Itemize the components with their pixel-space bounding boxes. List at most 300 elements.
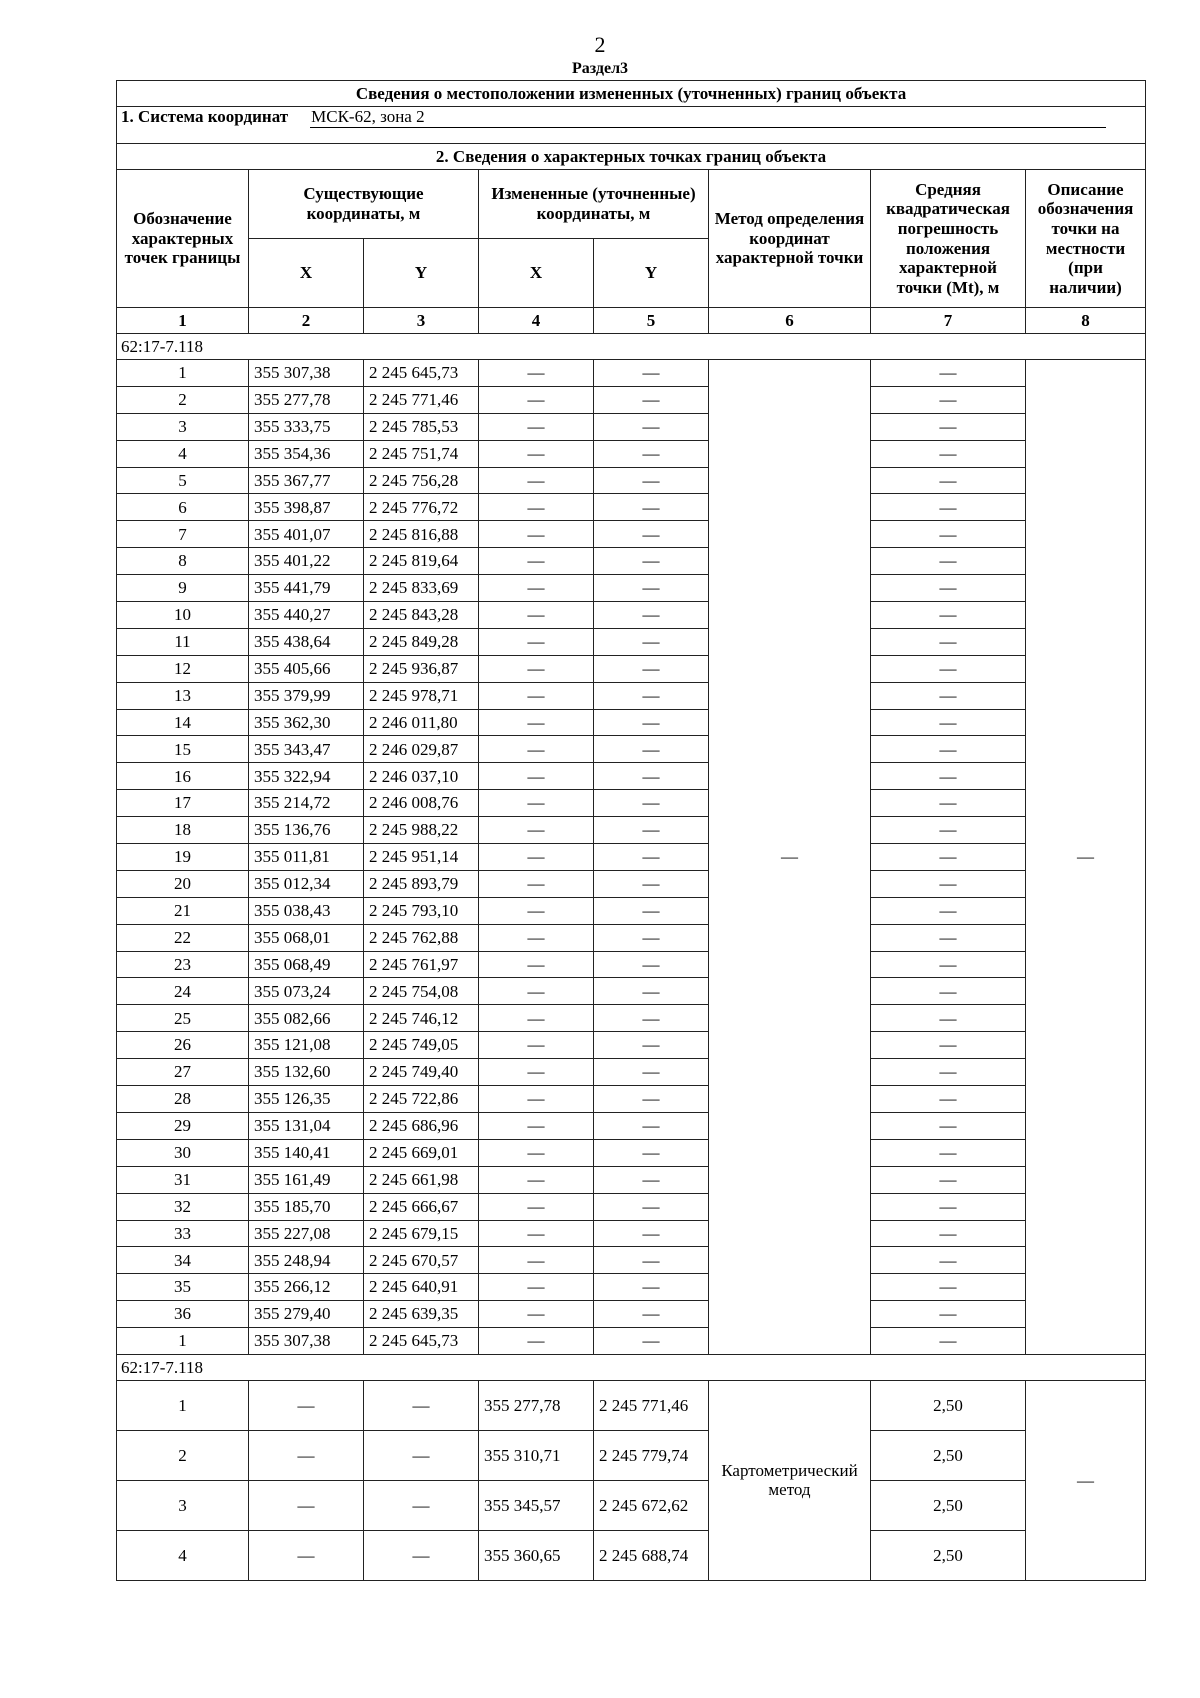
point-number: 16 (117, 763, 249, 790)
existing-y: 2 245 793,10 (364, 897, 479, 924)
changed-x: — (479, 1301, 594, 1328)
point-number: 2 (117, 1430, 249, 1480)
table-row (117, 1086, 1146, 1113)
point-number: 5 (117, 467, 249, 494)
parcel-number: 62:17-7.118 (117, 1354, 1146, 1380)
existing-x: 355 362,30 (249, 709, 364, 736)
table-row (117, 1005, 1146, 1032)
table-row (117, 1247, 1146, 1274)
point-number: 20 (117, 870, 249, 897)
position-error: 2,50 (871, 1430, 1026, 1480)
changed-y: — (594, 548, 709, 575)
position-error: — (871, 548, 1026, 575)
changed-x: — (479, 951, 594, 978)
position-error: — (871, 602, 1026, 629)
position-error: — (871, 1059, 1026, 1086)
point-number: 2 (117, 386, 249, 413)
existing-x: 355 367,77 (249, 467, 364, 494)
table-row (117, 360, 1146, 387)
position-error: — (871, 1247, 1026, 1274)
point-number: 3 (117, 413, 249, 440)
changed-x: — (479, 575, 594, 602)
position-error: — (871, 467, 1026, 494)
table-row (117, 1380, 1146, 1430)
point-number: 15 (117, 736, 249, 763)
changed-y: 2 245 779,74 (594, 1430, 709, 1480)
changed-x: — (479, 897, 594, 924)
changed-x: 355 310,71 (479, 1430, 594, 1480)
header-description: Описание обозначения точки на местности (при наличии) (1026, 170, 1146, 308)
changed-x: — (479, 736, 594, 763)
changed-x: — (479, 1247, 594, 1274)
changed-x: — (479, 924, 594, 951)
point-number: 17 (117, 790, 249, 817)
existing-y: 2 245 816,88 (364, 521, 479, 548)
changed-y: — (594, 467, 709, 494)
position-error: 2,50 (871, 1380, 1026, 1430)
changed-x: — (479, 817, 594, 844)
changed-x: 355 360,65 (479, 1530, 594, 1580)
existing-y: 2 245 988,22 (364, 817, 479, 844)
changed-x: — (479, 870, 594, 897)
coord-system-row (117, 107, 1146, 144)
position-error: — (871, 897, 1026, 924)
header-method: Метод определения координат характерной точки (709, 170, 871, 308)
existing-x: 355 401,07 (249, 521, 364, 548)
existing-x: 355 214,72 (249, 790, 364, 817)
parcel-number: 62:17-7.118 (117, 334, 1146, 360)
position-error: — (871, 575, 1026, 602)
position-error: — (871, 709, 1026, 736)
changed-y: 2 245 672,62 (594, 1480, 709, 1530)
changed-y: — (594, 1112, 709, 1139)
changed-y: — (594, 897, 709, 924)
existing-x: 355 441,79 (249, 575, 364, 602)
table-row (117, 1301, 1146, 1328)
table-row (117, 467, 1146, 494)
column-number: 7 (871, 308, 1026, 334)
existing-y: 2 245 754,08 (364, 978, 479, 1005)
points-section-title: 2. Сведения о характерных точках границ объекта (117, 144, 1146, 170)
changed-x: — (479, 844, 594, 871)
changed-x: — (479, 1193, 594, 1220)
existing-x: 355 379,99 (249, 682, 364, 709)
position-error: 2,50 (871, 1530, 1026, 1580)
existing-x: 355 140,41 (249, 1139, 364, 1166)
column-number: 5 (594, 308, 709, 334)
table-row (117, 1220, 1146, 1247)
table-row (117, 817, 1146, 844)
position-error: — (871, 1112, 1026, 1139)
table-row (117, 1274, 1146, 1301)
table-row (117, 709, 1146, 736)
changed-y: — (594, 1032, 709, 1059)
table-row (117, 844, 1146, 871)
header-error: Средняя квадратическая погрешность положения характерной точки (Mt), м (871, 170, 1026, 308)
existing-x: 355 322,94 (249, 763, 364, 790)
changed-y: — (594, 1193, 709, 1220)
changed-y: — (594, 1328, 709, 1355)
changed-x: — (479, 1086, 594, 1113)
changed-y: — (594, 682, 709, 709)
changed-y: — (594, 386, 709, 413)
changed-y: — (594, 494, 709, 521)
block1-method: — (709, 360, 871, 1355)
point-number: 34 (117, 1247, 249, 1274)
changed-x: — (479, 494, 594, 521)
coord-system-value: МСК-62, зона 2 (310, 107, 1106, 128)
position-error: — (871, 817, 1026, 844)
changed-x: — (479, 1059, 594, 1086)
point-number: 28 (117, 1086, 249, 1113)
changed-x: — (479, 1274, 594, 1301)
table-row (117, 682, 1146, 709)
column-number: 1 (117, 308, 249, 334)
header-existing-x: X (249, 239, 364, 308)
existing-x: 355 279,40 (249, 1301, 364, 1328)
table-row (117, 440, 1146, 467)
table-row (117, 655, 1146, 682)
position-error: — (871, 1301, 1026, 1328)
header-changed-y: Y (594, 239, 709, 308)
point-number: 18 (117, 817, 249, 844)
existing-y: 2 245 893,79 (364, 870, 479, 897)
existing-y: 2 245 645,73 (364, 360, 479, 387)
changed-x: — (479, 1032, 594, 1059)
table-row (117, 602, 1146, 629)
changed-y: — (594, 521, 709, 548)
changed-y: — (594, 1166, 709, 1193)
position-error: — (871, 1328, 1026, 1355)
existing-y: 2 245 645,73 (364, 1328, 479, 1355)
changed-y: — (594, 736, 709, 763)
point-number: 3 (117, 1480, 249, 1530)
block2-description: — (1026, 1380, 1146, 1580)
position-error: — (871, 413, 1026, 440)
table-row (117, 978, 1146, 1005)
point-number: 22 (117, 924, 249, 951)
existing-y: 2 245 749,05 (364, 1032, 479, 1059)
point-number: 1 (117, 1328, 249, 1355)
existing-y: 2 245 669,01 (364, 1139, 479, 1166)
changed-x: 355 345,57 (479, 1480, 594, 1530)
changed-x: — (479, 440, 594, 467)
point-number: 19 (117, 844, 249, 871)
column-number: 2 (249, 308, 364, 334)
existing-y: 2 245 762,88 (364, 924, 479, 951)
existing-x: 355 401,22 (249, 548, 364, 575)
block2-method: Картометрический метод (709, 1380, 871, 1580)
existing-y: 2 245 670,57 (364, 1247, 479, 1274)
point-number: 9 (117, 575, 249, 602)
changed-x: 355 277,78 (479, 1380, 594, 1430)
existing-x: 355 161,49 (249, 1166, 364, 1193)
existing-y: 2 245 761,97 (364, 951, 479, 978)
table-row (117, 386, 1146, 413)
page-number: 2 (594, 32, 606, 57)
changed-y: — (594, 924, 709, 951)
point-number: 10 (117, 602, 249, 629)
changed-y: — (594, 709, 709, 736)
position-error: — (871, 951, 1026, 978)
existing-y: 2 245 756,28 (364, 467, 479, 494)
point-number: 13 (117, 682, 249, 709)
position-error: — (871, 1032, 1026, 1059)
table-row (117, 1430, 1146, 1480)
table-row (117, 951, 1146, 978)
existing-x: 355 438,64 (249, 628, 364, 655)
point-number: 6 (117, 494, 249, 521)
existing-y: — (364, 1380, 479, 1430)
table-row (117, 1139, 1146, 1166)
changed-x: — (479, 602, 594, 629)
existing-y: 2 245 722,86 (364, 1086, 479, 1113)
changed-x: — (479, 790, 594, 817)
changed-y: — (594, 575, 709, 602)
existing-y: 2 245 849,28 (364, 628, 479, 655)
existing-y: 2 245 819,64 (364, 548, 479, 575)
position-error: — (871, 1139, 1026, 1166)
changed-y: — (594, 1139, 709, 1166)
existing-y: 2 245 833,69 (364, 575, 479, 602)
existing-y: 2 245 679,15 (364, 1220, 479, 1247)
table-row (117, 870, 1146, 897)
existing-y: 2 245 640,91 (364, 1274, 479, 1301)
point-number: 35 (117, 1274, 249, 1301)
changed-y: — (594, 1301, 709, 1328)
position-error: — (871, 763, 1026, 790)
table-row (117, 413, 1146, 440)
changed-y: 2 245 771,46 (594, 1380, 709, 1430)
changed-x: — (479, 521, 594, 548)
point-number: 12 (117, 655, 249, 682)
changed-x: — (479, 360, 594, 387)
existing-x: 355 131,04 (249, 1112, 364, 1139)
point-number: 30 (117, 1139, 249, 1166)
existing-x: — (249, 1480, 364, 1530)
point-number: 11 (117, 628, 249, 655)
table-row (117, 763, 1146, 790)
table-row (117, 1032, 1146, 1059)
changed-x: — (479, 1005, 594, 1032)
existing-x: 355 307,38 (249, 360, 364, 387)
column-number: 3 (364, 308, 479, 334)
existing-x: 355 011,81 (249, 844, 364, 871)
position-error: — (871, 1274, 1026, 1301)
existing-x: 355 073,24 (249, 978, 364, 1005)
changed-x: — (479, 1220, 594, 1247)
changed-y: 2 245 688,74 (594, 1530, 709, 1580)
existing-y: 2 245 639,35 (364, 1301, 479, 1328)
position-error: — (871, 1193, 1026, 1220)
changed-x: — (479, 682, 594, 709)
existing-x: 355 405,66 (249, 655, 364, 682)
existing-x: 355 121,08 (249, 1032, 364, 1059)
changed-x: — (479, 1166, 594, 1193)
table-row (117, 1112, 1146, 1139)
existing-y: 2 245 746,12 (364, 1005, 479, 1032)
changed-y: — (594, 763, 709, 790)
table-row (117, 1480, 1146, 1530)
column-number: 6 (709, 308, 871, 334)
header-changed-coords: Измененные (уточненные) координаты, м (479, 170, 709, 239)
header-existing-coords: Существующие координаты, м (249, 170, 479, 239)
changed-x: — (479, 386, 594, 413)
point-number: 8 (117, 548, 249, 575)
table-row (117, 897, 1146, 924)
existing-x: 355 185,70 (249, 1193, 364, 1220)
position-error: — (871, 1220, 1026, 1247)
position-error: 2,50 (871, 1480, 1026, 1530)
changed-x: — (479, 413, 594, 440)
position-error: — (871, 1166, 1026, 1193)
changed-y: — (594, 628, 709, 655)
changed-x: — (479, 978, 594, 1005)
point-number: 25 (117, 1005, 249, 1032)
existing-y: 2 245 936,87 (364, 655, 479, 682)
point-number: 4 (117, 440, 249, 467)
position-error: — (871, 494, 1026, 521)
table-title: Сведения о местоположении измененных (уточненных) границ объекта (117, 81, 1146, 107)
position-error: — (871, 1086, 1026, 1113)
existing-y: 2 245 666,67 (364, 1193, 479, 1220)
position-error: — (871, 1005, 1026, 1032)
table-row (117, 628, 1146, 655)
changed-x: — (479, 1112, 594, 1139)
position-error: — (871, 924, 1026, 951)
changed-y: — (594, 1059, 709, 1086)
point-number: 14 (117, 709, 249, 736)
position-error: — (871, 790, 1026, 817)
existing-y: — (364, 1530, 479, 1580)
point-number: 24 (117, 978, 249, 1005)
existing-x: 355 038,43 (249, 897, 364, 924)
existing-y: 2 245 661,98 (364, 1166, 479, 1193)
table-row (117, 1059, 1146, 1086)
table-row (117, 1166, 1146, 1193)
existing-y: 2 246 008,76 (364, 790, 479, 817)
changed-x: — (479, 655, 594, 682)
changed-y: — (594, 1086, 709, 1113)
point-number: 26 (117, 1032, 249, 1059)
table-row (117, 1328, 1146, 1355)
point-number: 1 (117, 360, 249, 387)
column-number: 4 (479, 308, 594, 334)
parcel-row (117, 1354, 1146, 1380)
changed-y: — (594, 790, 709, 817)
changed-y: — (594, 655, 709, 682)
existing-x: 355 398,87 (249, 494, 364, 521)
point-number: 31 (117, 1166, 249, 1193)
existing-x: 355 343,47 (249, 736, 364, 763)
existing-x: 355 307,38 (249, 1328, 364, 1355)
existing-x: 355 266,12 (249, 1274, 364, 1301)
existing-y: 2 245 785,53 (364, 413, 479, 440)
existing-y: 2 246 037,10 (364, 763, 479, 790)
existing-y: 2 245 771,46 (364, 386, 479, 413)
changed-x: — (479, 1328, 594, 1355)
header-changed-x: X (479, 239, 594, 308)
point-number: 4 (117, 1530, 249, 1580)
changed-y: — (594, 440, 709, 467)
table-row (117, 575, 1146, 602)
position-error: — (871, 978, 1026, 1005)
existing-y: 2 245 749,40 (364, 1059, 479, 1086)
changed-x: — (479, 1139, 594, 1166)
changed-x: — (479, 548, 594, 575)
position-error: — (871, 844, 1026, 871)
changed-y: — (594, 413, 709, 440)
changed-y: — (594, 360, 709, 387)
position-error: — (871, 870, 1026, 897)
changed-y: — (594, 978, 709, 1005)
changed-y: — (594, 817, 709, 844)
changed-y: — (594, 602, 709, 629)
point-number: 23 (117, 951, 249, 978)
point-number: 36 (117, 1301, 249, 1328)
position-error: — (871, 628, 1026, 655)
changed-y: — (594, 1274, 709, 1301)
existing-x: — (249, 1380, 364, 1430)
point-number: 1 (117, 1380, 249, 1430)
point-number: 29 (117, 1112, 249, 1139)
existing-x: 355 248,94 (249, 1247, 364, 1274)
table-row (117, 494, 1146, 521)
existing-y: 2 245 776,72 (364, 494, 479, 521)
changed-y: — (594, 1247, 709, 1274)
header-existing-y: Y (364, 239, 479, 308)
existing-x: 355 068,49 (249, 951, 364, 978)
existing-x: 355 440,27 (249, 602, 364, 629)
point-number: 27 (117, 1059, 249, 1086)
section-title: Раздел3 (571, 60, 629, 77)
point-number: 32 (117, 1193, 249, 1220)
changed-y: — (594, 1005, 709, 1032)
position-error: — (871, 386, 1026, 413)
header-designation: Обозначение характерных точек границы (117, 170, 249, 308)
existing-x: 355 012,34 (249, 870, 364, 897)
table-row (117, 736, 1146, 763)
existing-x: 355 082,66 (249, 1005, 364, 1032)
changed-y: — (594, 951, 709, 978)
table-row (117, 548, 1146, 575)
boundary-points-table (116, 80, 1146, 1581)
block1-description: — (1026, 360, 1146, 1355)
position-error: — (871, 736, 1026, 763)
existing-y: 2 245 951,14 (364, 844, 479, 871)
existing-x: 355 126,35 (249, 1086, 364, 1113)
position-error: — (871, 682, 1026, 709)
existing-y: 2 245 843,28 (364, 602, 479, 629)
changed-y: — (594, 844, 709, 871)
table-row (117, 1530, 1146, 1580)
position-error: — (871, 521, 1026, 548)
existing-y: — (364, 1430, 479, 1480)
position-error: — (871, 655, 1026, 682)
point-number: 7 (117, 521, 249, 548)
point-number: 33 (117, 1220, 249, 1247)
table-row (117, 924, 1146, 951)
column-number: 8 (1026, 308, 1146, 334)
existing-x: 355 068,01 (249, 924, 364, 951)
existing-x: 355 132,60 (249, 1059, 364, 1086)
parcel-row (117, 334, 1146, 360)
existing-x: 355 136,76 (249, 817, 364, 844)
existing-x: — (249, 1430, 364, 1480)
coord-system-label: 1. Система координат (121, 107, 289, 126)
existing-y: 2 246 029,87 (364, 736, 479, 763)
existing-x: 355 277,78 (249, 386, 364, 413)
